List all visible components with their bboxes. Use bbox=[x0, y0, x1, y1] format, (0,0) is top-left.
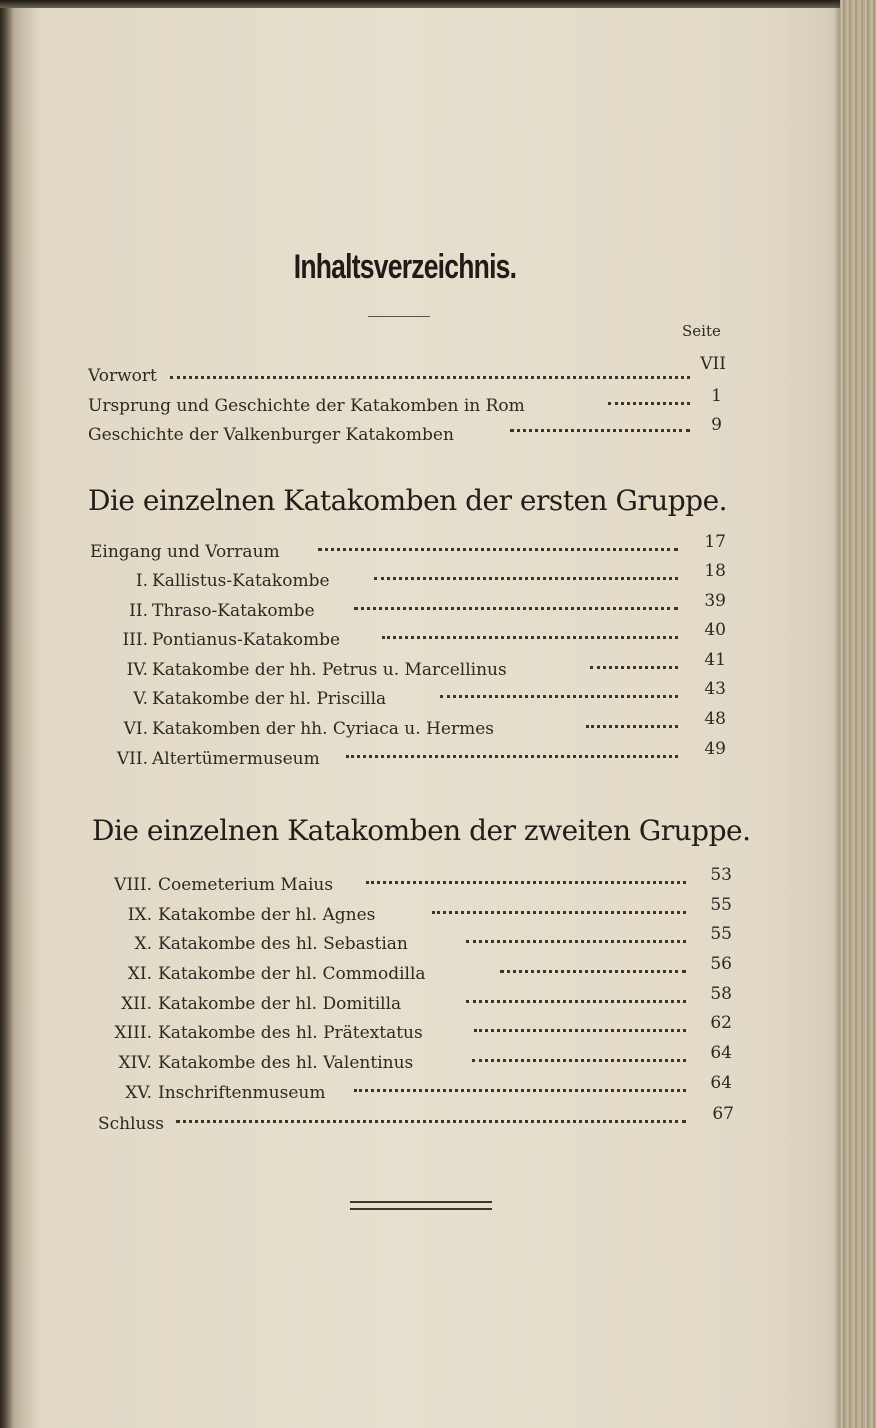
entry-page: 41 bbox=[704, 650, 726, 670]
entry-label: Eingang und Vorraum bbox=[90, 542, 280, 562]
toc-entry bbox=[96, 924, 736, 960]
page-column-header: Seite bbox=[682, 322, 721, 340]
entry-number: XIII. bbox=[114, 1023, 152, 1043]
entry-label: Katakomben der hh. Cyriaca u. Hermes bbox=[152, 719, 494, 739]
leader-dots bbox=[474, 1029, 686, 1032]
leader-dots bbox=[382, 636, 678, 639]
entry-page: 56 bbox=[710, 954, 732, 974]
entry-number: IX. bbox=[127, 905, 152, 925]
entry-label: Katakombe der hl. Commodilla bbox=[158, 964, 426, 984]
entry-label: Ursprung und Geschichte der Katakomben in Rom bbox=[88, 396, 525, 416]
toc-entry bbox=[96, 984, 736, 1020]
entry-label: Katakombe der hl. Agnes bbox=[158, 905, 376, 925]
leader-dots bbox=[176, 1120, 686, 1123]
entry-page: 39 bbox=[704, 591, 726, 611]
entry-page: 62 bbox=[710, 1013, 732, 1033]
toc-entry bbox=[88, 386, 728, 422]
leader-dots bbox=[354, 607, 678, 610]
entry-number: IV. bbox=[126, 660, 148, 680]
leader-dots bbox=[346, 755, 678, 758]
entry-label: Kallistus-Katakombe bbox=[152, 571, 330, 591]
entry-number: XII. bbox=[121, 994, 152, 1014]
leader-dots bbox=[466, 940, 686, 943]
book-page-edges bbox=[840, 0, 876, 1428]
entry-number: VII. bbox=[116, 749, 148, 769]
entry-number: XV. bbox=[125, 1083, 152, 1103]
leader-dots bbox=[500, 970, 686, 973]
entry-page: 9 bbox=[711, 415, 722, 435]
entry-page: 18 bbox=[704, 561, 726, 581]
toc-entry bbox=[88, 415, 728, 451]
toc-entry bbox=[88, 354, 728, 392]
toc-entry bbox=[90, 650, 730, 686]
entry-page: 48 bbox=[704, 709, 726, 729]
entry-label: Schluss bbox=[98, 1114, 164, 1134]
page-title: Inhaltsverzeichnis. bbox=[293, 248, 517, 286]
entry-page: 67 bbox=[712, 1104, 734, 1124]
entry-page: 1 bbox=[711, 386, 722, 406]
leader-dots bbox=[472, 1059, 686, 1062]
entry-page: 40 bbox=[704, 620, 726, 640]
toc-entry bbox=[90, 620, 730, 656]
entry-label: Katakombe des hl. Valentinus bbox=[158, 1053, 414, 1073]
entry-label: Katakombe des hl. Sebastian bbox=[158, 934, 408, 954]
entry-number: II. bbox=[129, 601, 148, 621]
toc-entry bbox=[90, 561, 730, 597]
entry-number: V. bbox=[133, 689, 148, 709]
leader-dots bbox=[170, 376, 690, 379]
entry-label: Coemeterium Maius bbox=[158, 875, 334, 895]
leader-dots bbox=[432, 911, 686, 914]
entry-page: 64 bbox=[710, 1073, 732, 1093]
entry-page: VII bbox=[700, 354, 726, 374]
entry-number: VI. bbox=[123, 719, 148, 739]
group-heading: Die einzelnen Katakomben der ersten Gruppe. bbox=[88, 484, 728, 517]
toc-entry bbox=[90, 709, 730, 745]
entry-page: 43 bbox=[704, 679, 726, 699]
leader-dots bbox=[466, 1000, 686, 1003]
entry-page: 53 bbox=[710, 865, 732, 885]
toc-entry bbox=[90, 739, 730, 775]
group-heading: Die einzelnen Katakomben der zweiten Gruppe. bbox=[92, 814, 751, 847]
toc-entry bbox=[96, 1043, 736, 1079]
entry-label: Katakombe des hl. Prätextatus bbox=[158, 1023, 423, 1043]
toc-entry bbox=[96, 1013, 736, 1049]
entry-number: III. bbox=[122, 630, 148, 650]
entry-number: VIII. bbox=[114, 875, 152, 895]
leader-dots bbox=[354, 1089, 686, 1092]
toc-entry bbox=[98, 1104, 738, 1140]
closing-double-rule bbox=[350, 1201, 492, 1211]
toc-entry bbox=[96, 895, 736, 931]
leader-dots bbox=[366, 881, 686, 884]
toc-entry bbox=[90, 591, 730, 627]
entry-page: 49 bbox=[704, 739, 726, 759]
leader-dots bbox=[590, 666, 678, 669]
toc-entry bbox=[96, 1073, 736, 1109]
leader-dots bbox=[318, 548, 678, 551]
entry-label: Katakombe der hl. Domitilla bbox=[158, 994, 402, 1014]
toc-entry bbox=[90, 679, 730, 715]
entry-number: I. bbox=[135, 571, 148, 591]
entry-label: Pontianus-Katakombe bbox=[152, 630, 341, 650]
leader-dots bbox=[586, 725, 678, 728]
entry-label: Katakombe der hl. Priscilla bbox=[152, 689, 387, 709]
entry-label: Altertümermuseum bbox=[152, 749, 320, 769]
entry-number: X. bbox=[134, 934, 152, 954]
entry-number: XI. bbox=[127, 964, 152, 984]
entry-page: 55 bbox=[710, 895, 732, 915]
entry-label: Katakombe der hh. Petrus u. Marcellinus bbox=[152, 660, 507, 680]
leader-dots bbox=[374, 577, 678, 580]
entry-page: 64 bbox=[710, 1043, 732, 1063]
toc-entry bbox=[90, 532, 730, 568]
entry-label: Thraso-Katakombe bbox=[152, 601, 315, 621]
toc-entry bbox=[96, 865, 736, 901]
entry-label: Geschichte der Valkenburger Katakomben bbox=[88, 425, 454, 445]
leader-dots bbox=[440, 695, 678, 698]
entry-label: Inschriftenmuseum bbox=[158, 1083, 326, 1103]
toc-entry bbox=[96, 954, 736, 990]
entry-page: 17 bbox=[704, 532, 726, 552]
title-rule bbox=[368, 316, 430, 317]
entry-label: Vorwort bbox=[88, 366, 157, 386]
entry-page: 58 bbox=[710, 984, 732, 1004]
entry-number: XIV. bbox=[118, 1053, 152, 1073]
leader-dots bbox=[510, 429, 690, 432]
entry-page: 55 bbox=[710, 924, 732, 944]
